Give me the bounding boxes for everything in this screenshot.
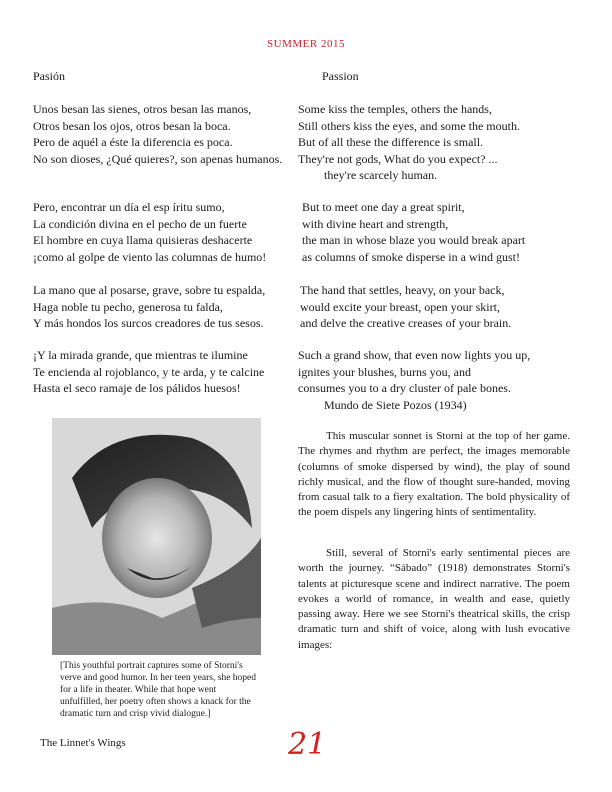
poem-line: ¡Y la mirada grande, que mientras te ilumine [33, 348, 248, 362]
poem-line: But to meet one day a great spirit, [302, 200, 465, 214]
poem-source: Mundo de Siete Pozos (1934) [324, 397, 467, 412]
paragraph-text: This muscular sonnet is Storni at the top of her game. The rhymes and rhythm are perfect, the images memorable (columns of smoke dispersed by wind), the play of sound richly musical, and the flow of thought sure-handed, moving from casual talk to a fiery exaltation. The bold physicality of the poem dispels any lingering hints of sentimentality. [298, 430, 570, 519]
portrait-photo-art [52, 418, 261, 655]
english-stanza-4 [298, 347, 530, 413]
publication-name: The Linnet's Wings [40, 737, 126, 749]
issue-header: SUMMER 2015 [267, 38, 345, 50]
spanish-stanza-3 [33, 282, 265, 332]
poem-line: La mano que al posarse, grave, sobre tu espalda, [33, 283, 266, 297]
poem-line: The hand that settles, heavy, on your back, [300, 283, 505, 297]
poem-line: they're scarcely human. [324, 168, 438, 182]
english-title: Passion [322, 69, 359, 83]
poem-line: would excite your breast, open your skirt, [300, 299, 500, 314]
page-number: 21 [288, 727, 327, 762]
poem-line: Pero, encontrar un día el esp íritu sumo, [33, 200, 225, 214]
poem-line: Y más hondos los surcos creadores de tus sesos. [33, 316, 264, 330]
poem-line: and delve the creative creases of your brain. [300, 316, 512, 330]
english-stanza-1 [298, 101, 520, 184]
poem-line: Haga noble tu pecho, generosa tu falda, [33, 299, 223, 314]
poem-line: La condición divina en el pecho de un fuerte [33, 216, 247, 231]
photo-caption: [This youthful portrait captures some of Storni's verve and good humor. In her teen years, she hoped for a life in theater. While that hope went unfulfilled, her poetry often shows a knack for the dramatic turn and crisp vivid dialogue.] [60, 661, 257, 719]
spanish-stanza-1 [33, 101, 282, 167]
poem-line: Otros besan los ojos, otros besan la boca. [33, 118, 231, 133]
spanish-stanza-2 [33, 199, 266, 265]
poem-line: Pero de aquél a éste la diferencia es poca. [33, 135, 233, 149]
poem-line: Some kiss the temples, others the hands, [298, 102, 492, 116]
poem-line: Still others kiss the eyes, and some the mouth. [298, 118, 520, 133]
poem-line: consumes you to a dry cluster of pale bones. [298, 381, 511, 395]
spanish-title: Pasión [33, 69, 66, 83]
poem-line: as columns of smoke disperse in a wind gust! [302, 249, 520, 264]
poem-line: ignites your blushes, burns you, and [298, 364, 471, 379]
poem-line: Such a grand show, that even now lights you up, [298, 348, 531, 362]
poem-line: Unos besan las sienes, otros besan las manos, [33, 102, 252, 116]
portrait-photo [52, 418, 261, 655]
poem-line: El hombre en cuya llama quisieras deshacerte [33, 233, 253, 247]
poem-line: Hasta el seco ramaje de los pálidos huesos! [33, 381, 241, 395]
poem-line: No son dioses, ¿Qué quieres?, son apenas humanos. [33, 151, 283, 166]
english-stanza-3 [300, 282, 511, 332]
commentary-paragraph-1 [298, 429, 570, 521]
poem-line: Te encienda al rojoblanco, y te arda, y te calcine [33, 364, 265, 379]
english-stanza-2 [302, 199, 525, 265]
poem-line: But of all these the difference is small. [298, 135, 484, 149]
poem-line: They're not gods, What do you expect? ... [298, 151, 498, 166]
spanish-stanza-4 [33, 347, 264, 397]
poem-line: ¡como al golpe de viento las columnas de humo! [33, 249, 267, 264]
commentary-paragraph-2 [298, 546, 570, 653]
poem-line: with divine heart and strength, [302, 216, 449, 231]
paragraph-text: Still, several of Storni's early sentimental pieces are worth the journey. “Sábado” (1918) demonstrates Storni's talents at picturesque scene and indirect narrative. The poem evokes a world of romance, in wealth and ease, quietly passing away. Here we see Storni's theatrical skills, the crisp dramatic turn and shift of voice, along with lush evocative images: [298, 547, 570, 651]
poem-line: the man in whose blaze you would break apart [302, 233, 526, 247]
